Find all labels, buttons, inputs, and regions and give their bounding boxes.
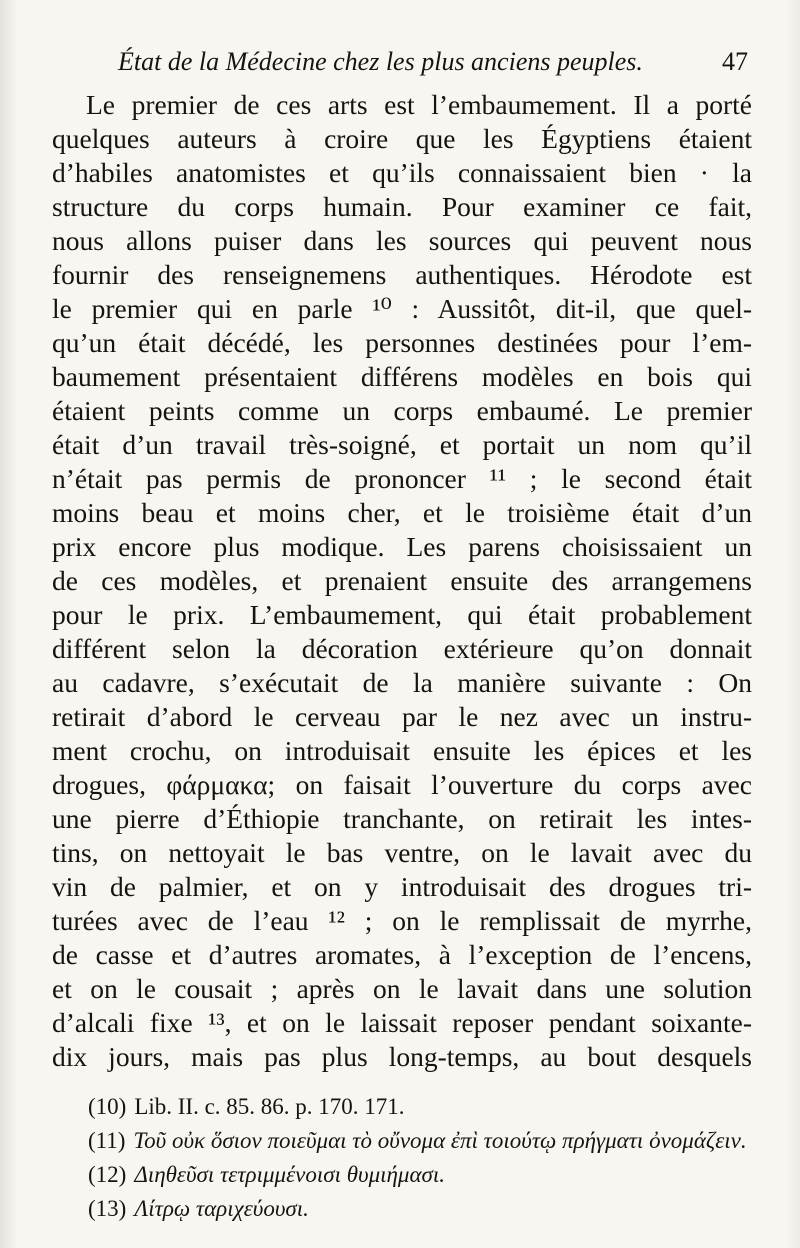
text-line: quelques auteurs à croire que les Égyptiens étaient: [52, 123, 752, 154]
text-line: turées avec de l’eau ¹² ; on le remplissait de myrrhe,: [52, 905, 752, 936]
text-line: qu’un était décédé, les personnes destinées pour l’em-: [52, 327, 752, 358]
text-line: étaient peints comme un corps embaumé. Le premier: [52, 395, 752, 426]
text-line: tins, on nettoyait le bas ventre, on le lavait avec du: [52, 837, 752, 868]
footnote-number: (13): [88, 1196, 127, 1221]
running-title: État de la Médecine chez les plus anciens peuples.: [118, 47, 643, 76]
footnote: [88, 1158, 768, 1192]
text-line: une pierre d’Éthiopie tranchante, on retirait les intes-: [52, 803, 752, 834]
footnote-text: Τοῦ οὐκ ὅσιον ποιεῦμαι τὸ οὔνομα ἐπὶ τοιούτῳ πρήγματι ὀνομάζειν.: [133, 1128, 747, 1153]
footnote: [88, 1124, 768, 1158]
text-line: différent selon la décoration extérieure qu’on donnait: [52, 633, 752, 664]
footnote: [88, 1090, 768, 1124]
text-line: pour le prix. L’embaumement, qui était probablement: [52, 599, 752, 630]
text-line: de ces modèles, et prenaient ensuite des arrangemens: [52, 565, 752, 596]
footnote-text: Διηθεῦσι τετριμμένοισι θυμιήμασι.: [134, 1162, 446, 1187]
text-line: vin de palmier, et on y introduisait des drogues tri-: [52, 871, 752, 902]
footnote-number: (11): [88, 1128, 126, 1153]
text-line: le premier qui en parle ¹⁰ : Aussitôt, dit-il, que quel-: [52, 293, 752, 324]
footnote-number: (10): [88, 1094, 127, 1119]
page-number: 47: [722, 47, 748, 76]
page-header: [118, 44, 748, 80]
text-line: Le premier de ces arts est l’embaumement. Il a porté: [86, 89, 752, 120]
text-line: dix jours, mais pas plus long-temps, au bout desquels: [52, 1041, 752, 1072]
footnote-text: Λίτρῳ ταριχεύουσι.: [134, 1196, 309, 1221]
text-line: baumement présentaient différens modèles en bois qui: [52, 361, 752, 392]
footnotes: [88, 1090, 768, 1226]
text-line: n’était pas permis de prononcer ¹¹ ; le second était: [52, 463, 752, 494]
text-line: d’habiles anatomistes et qu’ils connaissaient bien · la: [52, 157, 752, 188]
text-line: au cadavre, s’exécutait de la manière suivante : On: [52, 667, 752, 698]
text-line: nous allons puiser dans les sources qui peuvent nous: [52, 225, 752, 256]
text-line: fournir des renseignemens authentiques. Hérodote est: [52, 259, 752, 290]
text-line: de casse et d’autres aromates, à l’exception de l’encens,: [52, 939, 752, 970]
text-line: d’alcali fixe ¹³, et on le laissait reposer pendant soixante-: [52, 1007, 752, 1038]
text-line: et on le cousait ; après on le lavait dans une solution: [52, 973, 752, 1004]
text-line: retirait d’abord le cerveau par le nez avec un instru-: [52, 701, 752, 732]
text-line: structure du corps humain. Pour examiner ce fait,: [52, 191, 752, 222]
text-line: moins beau et moins cher, et le troisième était d’un: [52, 497, 752, 528]
footnote: [88, 1192, 768, 1226]
text-line: prix encore plus modique. Les parens choisissaient un: [52, 531, 752, 562]
body-text: [52, 88, 752, 1074]
footnote-text: Lib. II. c. 85. 86. p. 170. 171.: [134, 1094, 405, 1119]
text-line: drogues, φάρμακα; on faisait l’ouverture du corps avec: [52, 769, 752, 800]
text-line: était d’un travail très-soigné, et portait un nom qu’il: [52, 429, 752, 460]
text-line: ment crochu, on introduisait ensuite les épices et les: [52, 735, 752, 766]
footnote-number: (12): [88, 1162, 127, 1187]
